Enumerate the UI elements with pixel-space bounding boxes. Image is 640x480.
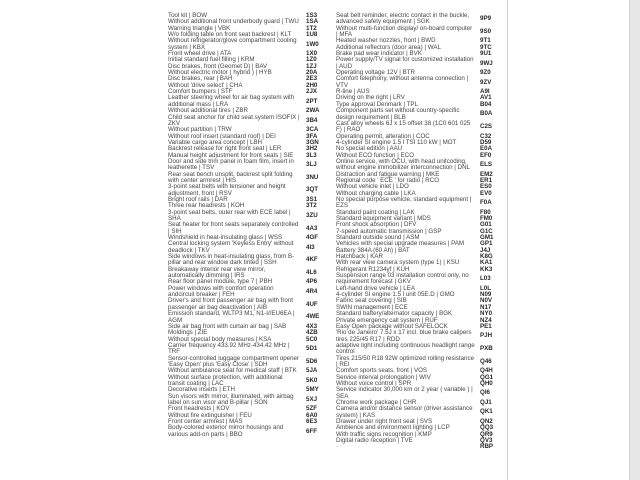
equipment-code: 5D1 (306, 345, 318, 353)
equipment-description: Without additional tires | ZBR (168, 107, 249, 115)
equipment-code: A9I (480, 88, 490, 96)
equipment-description: Without charging cable | LKA (336, 189, 416, 197)
equipment-description: Windshield in heat-insulating glass | WSS (168, 234, 283, 242)
equipment-code: EM2 (480, 170, 493, 178)
equipment-code: 4A3 (306, 224, 318, 232)
equipment-description: Component parts set without country-specific design requirement | BLB (336, 107, 460, 121)
equipment-description: Without fire extinguisher | FEU (168, 411, 252, 419)
equipment-code: 4X3 (306, 322, 318, 330)
equipment-list-right-column (336, 13, 502, 451)
equipment-code: B0A (480, 110, 493, 118)
equipment-description: Disc brakes, rear | BAH (168, 75, 233, 83)
equipment-row (336, 444, 502, 450)
equipment-code: 3B4 (306, 116, 318, 124)
column-divider (507, 0, 508, 480)
equipment-code: 6FF (306, 427, 318, 435)
equipment-description: Service indicator 30,000 km or 2 year ( variable ) | SEA (336, 386, 473, 400)
equipment-code: J4J (480, 246, 491, 254)
equipment-description: Digital radio reception | TVE (336, 437, 413, 445)
equipment-code: K8G (480, 253, 493, 261)
equipment-code: QJ1 (480, 398, 492, 406)
equipment-description: Private emergency call system | RUF (336, 316, 438, 324)
equipment-code: 1W0 (306, 40, 319, 48)
equipment-description: With traffic signs recognition | KMP (336, 430, 432, 438)
equipment-description: Decorative inserts | ETH (168, 386, 235, 394)
equipment-code: 5D6 (306, 357, 318, 365)
equipment-code: 9S0 (480, 27, 492, 35)
equipment-description: Standard paint coating | LAK (336, 208, 415, 216)
equipment-description: Vehicles with special upgrade measures | PAM (336, 240, 465, 248)
equipment-description: Rear floor panel module, type 7 | PBH (168, 278, 273, 286)
equipment-code: PXB (480, 345, 493, 353)
equipment-code: 3H2 (306, 145, 318, 153)
equipment-code: 2JX (306, 88, 318, 96)
equipment-code: 6A0 (306, 411, 318, 419)
equipment-description: Without 'drive select' | CHA (168, 81, 243, 89)
equipment-description: No special purpose vehicle, standard equipment | EZS (336, 195, 472, 210)
equipment-description: Comfort bumpers | STF (168, 88, 233, 96)
equipment-description: Comfort sports seats, front | VOS (336, 367, 428, 375)
equipment-row (168, 159, 326, 172)
equipment-description: Side air bag front with curtain air bag | SAB (168, 322, 287, 330)
equipment-description: Easy Open package without SAFELOCK (336, 322, 448, 330)
equipment-code: 1SA (306, 18, 319, 26)
equipment-code: Q4H (480, 367, 493, 375)
equipment-description: Camera and/or distance sensor (driver assistance system) | KAS (336, 405, 473, 419)
equipment-code: 1X0 (306, 50, 318, 58)
equipment-row (336, 13, 502, 26)
equipment-description: Front shock absorption | DFV (336, 221, 417, 229)
equipment-description: Without surface protection, with additional transit coating | LAC (168, 373, 283, 387)
equipment-description: Seat belt reminder, electric contact in the buckle, advanced safety equipment | SGK (336, 12, 470, 26)
equipment-description: Moldings | ZIE (168, 329, 208, 337)
equipment-list-left-column (168, 13, 326, 438)
equipment-code: EF0 (480, 151, 492, 159)
equipment-code: NZ4 (480, 316, 492, 324)
equipment-code: 1S3 (306, 12, 318, 19)
equipment-code: B04 (480, 100, 492, 108)
equipment-description: Battery 384A (60 Ah) | BAT (336, 246, 410, 254)
equipment-description: adaptive light including continuous headlight range control (336, 341, 475, 356)
equipment-row (168, 343, 326, 356)
equipment-row (336, 159, 502, 172)
equipment-description: Comfort telephony, without antenna connection | VTV (336, 75, 469, 89)
equipment-code: GM1 (480, 234, 494, 242)
equipment-description: With rear view camera system (type 1) | KSU (336, 259, 460, 267)
equipment-description: Bright roof rails | DAR (168, 195, 228, 203)
equipment-code: 9TC (480, 43, 492, 51)
equipment-description: Type approval Denmark | TPL (336, 100, 418, 108)
equipment-description: Fabric seat covering | SIB (336, 297, 407, 305)
equipment-description: Driving on the right | LRV (336, 94, 405, 102)
equipment-code: F80 (480, 208, 491, 216)
equipment-description: Hatchback | KAR (336, 253, 384, 261)
equipment-row (168, 311, 326, 324)
equipment-code: PE1 (480, 322, 492, 330)
equipment-code: G1C (480, 227, 493, 235)
equipment-code: 2WA (306, 107, 320, 115)
equipment-description: Tires 215/50 R18 92W optimized rolling resistance | REI (336, 354, 475, 368)
equipment-description: Power windows with comfort operation andcircuit breaker | FEH (168, 284, 274, 299)
equipment-code: QH0 (480, 379, 493, 387)
equipment-code: 3GN (306, 138, 319, 146)
equipment-description: Additional reflectors (door area) | WAL (336, 43, 441, 51)
equipment-code: EV0 (480, 189, 492, 197)
equipment-description: 4-cylinder SI engine 1.5 l unit 05E.D | GMO (336, 291, 455, 299)
equipment-code: N0V (480, 297, 493, 305)
equipment-code: 1Z0 (306, 56, 317, 64)
equipment-description: Driver's and front passenger air bag with front passenger air bag deactivation | AIB (168, 297, 293, 311)
equipment-description: Disc brakes, front (Geomet D) | BAV (168, 62, 268, 70)
equipment-code: L0L (480, 284, 492, 292)
equipment-description: Leather steering wheel for air bag system with additional mass | LRA (168, 94, 295, 108)
equipment-row (336, 108, 502, 121)
equipment-description: Service interval prolongation | WIV (336, 373, 431, 381)
equipment-description: Without refrigerator/glove compartment cooling system | KBX (168, 37, 297, 51)
equipment-description: Backrest release for right front seat | LER (168, 145, 282, 153)
equipment-code: 9ZV (480, 78, 492, 86)
equipment-code: 9T1 (480, 37, 491, 45)
equipment-code: KA1 (480, 259, 493, 267)
equipment-code: N17 (480, 303, 492, 311)
equipment-code: 4UF (306, 300, 318, 308)
equipment-code: 3FA (306, 132, 318, 140)
equipment-row (168, 425, 326, 438)
equipment-description: R-line | AUS (336, 88, 370, 96)
equipment-code: Q46 (480, 357, 492, 365)
equipment-code: ER1 (480, 176, 493, 184)
equipment-code: L03 (480, 275, 491, 283)
equipment-code: E0A (480, 145, 493, 153)
equipment-description: Left-hand drive vehicle | LEA (336, 284, 415, 292)
equipment-code: 5K0 (306, 376, 318, 384)
equipment-description: Body-colored exterior mirror housings and various add-on parts | BBO (168, 424, 284, 438)
equipment-description: Without multi-function display/ on-board computer | MFA (336, 24, 473, 39)
equipment-description: Refrigerant R1234yf | KUH (336, 265, 410, 273)
equipment-code: 4P6 (306, 278, 318, 286)
equipment-code: QG1 (480, 373, 494, 381)
equipment-description: Brake pad wear indicator | BVK (336, 50, 422, 58)
equipment-description: Without special body measures | KSA (168, 335, 272, 343)
equipment-code: 1U8 (306, 31, 318, 39)
equipment-description: 3-point seat belts, outer rear with ECE label | SHA (168, 208, 291, 222)
equipment-code: 4ZB (306, 329, 318, 337)
equipment-description: Seat heater for front seats separately controlled | SIH (168, 221, 299, 235)
equipment-description: SWIN management | ECE (336, 303, 408, 311)
equipment-code: KK3 (480, 265, 493, 273)
equipment-code: QK1 (480, 408, 493, 416)
equipment-row (168, 254, 326, 267)
equipment-code: 1ZJ (306, 62, 317, 70)
equipment-description: Without electric motor ( hybrid ) | HYB (168, 69, 272, 77)
equipment-row (336, 330, 502, 343)
equipment-description: W/o folding table on front seat backrest | KLT (168, 31, 292, 39)
equipment-description: Standard battery/alternator capacity | BGK (336, 310, 453, 318)
equipment-description: Side windows in heat-insulating glass, from B-pillar and rear window dark tinted | SSH (168, 253, 295, 267)
equipment-description: Without additional front underbody guard | TWU (168, 18, 299, 26)
equipment-code: ES0 (480, 183, 492, 191)
equipment-row (336, 273, 502, 286)
equipment-code: C32 (480, 132, 492, 140)
equipment-description: Front center armrest | MAS (168, 418, 243, 425)
equipment-description: Emission standard, WLTP3 M1, N1-I//EU6EA | AGM (168, 310, 295, 324)
equipment-code: 2E3 (306, 75, 318, 83)
equipment-description: Standard outside sound | ASM (336, 234, 420, 242)
equipment-description: Regional code ' ECE ' for radio | RCO (336, 176, 440, 184)
equipment-code: GP1 (480, 240, 493, 248)
equipment-description: Chrome work package | CHR (336, 398, 417, 406)
equipment-code: 4I3 (306, 243, 315, 251)
scrollbar-track[interactable] (629, 0, 640, 480)
equipment-description: Carrier frequency 433.92 MHz-434.42 MHz | TRF (168, 341, 290, 356)
equipment-description: Rear seat bench unsplit, backrest split folding with center armrest | HIS (168, 170, 293, 184)
equipment-code: D59 (480, 138, 492, 146)
equipment-description: Tool kit | BOW (168, 12, 208, 19)
equipment-code: 3NU (306, 173, 319, 181)
equipment-description: Three rear headrests | KOH (168, 202, 245, 210)
equipment-description: Front headrests | KOV (168, 405, 230, 413)
equipment-description: Ambience and environment lighting | LCP (336, 424, 450, 432)
equipment-description: Front wheel drive | ATA (168, 50, 232, 58)
equipment-description: 'Rio de Janeiro' 7.5J x 17 incl. blue brake calipers tires 225/45 R17 | RDD (336, 329, 472, 343)
equipment-code: 5ZF (306, 405, 318, 413)
equipment-code: 3QT (306, 186, 319, 194)
equipment-code: ELS (480, 161, 493, 169)
equipment-code: 4GF (306, 234, 319, 242)
equipment-code: RBP (480, 443, 494, 451)
equipment-description: Without ambulance seat for medical staff | BTK (168, 367, 297, 375)
equipment-row (336, 121, 502, 134)
equipment-description: Variable cargo area concept | LBH (168, 138, 263, 146)
equipment-description: Central locking system 'Keyless Entry' without deadlock | TKV (168, 240, 294, 254)
equipment-description: Door and side trim panel in foam film, insert in leatherette | TSV (168, 157, 294, 172)
equipment-row (336, 197, 502, 210)
equipment-description: Operating voltage 12V | BTR (336, 69, 415, 77)
equipment-description: Distraction and fatigue warning | MKE (336, 170, 440, 178)
equipment-description: · (336, 443, 339, 451)
equipment-description: Suspension range 03 installation control only, no requirement forecast | GKV (336, 272, 469, 286)
equipment-description: Sensor-controlled luggage compartment opener 'Easy Open' plus 'Easy Close' | SDH (168, 354, 300, 368)
equipment-code: 4L6 (306, 268, 317, 276)
equipment-description: Breakaway interior rear view mirror, automatically dimming | IRS (168, 265, 266, 280)
equipment-description: Drawer under right front seat | SVS (336, 418, 433, 425)
equipment-description: No special edition | AAU (336, 145, 403, 153)
equipment-code: QQ3 (480, 424, 494, 432)
equipment-code: 3L3 (306, 151, 317, 159)
equipment-code: 3CA (306, 126, 319, 134)
equipment-code: 3LJ (306, 161, 317, 169)
equipment-description: Cast alloy wheels 6J x 15 offset 38 (1C0 601 025 F) | RAO (336, 119, 471, 134)
equipment-code: 2PT (306, 97, 318, 105)
equipment-description: Without vehicle inlet | LDO (336, 183, 409, 191)
equipment-description: Child seat anchor for child seat system ISOFIX | ZKV (168, 113, 300, 127)
equipment-code: 3S1 (306, 195, 318, 203)
equipment-description: Without voice control | SPR (336, 379, 412, 387)
equipment-code: 4R4 (306, 287, 318, 295)
equipment-code: 4KF (306, 256, 318, 264)
equipment-description: Initial standard fuel filling | KRM (168, 56, 255, 64)
equipment-code: 5C0 (306, 335, 318, 343)
equipment-description: 7-speed automatic transmission | GSP (336, 227, 442, 235)
equipment-code: 3ZU (306, 211, 318, 219)
equipment-code: 2H0 (306, 81, 318, 89)
equipment-code: 9Z0 (480, 69, 491, 77)
equipment-description: Power supply/TV signal for customized installation | AUD (336, 56, 474, 70)
equipment-code: 5MY (306, 386, 319, 394)
equipment-description: 4-cylinder SI engine 1.5 l TSI 110 kW | MOT (336, 138, 457, 146)
equipment-code: 5XJ (306, 395, 318, 403)
equipment-description: 3-point seat belts with tensioner and height adjustment, front | RSV (168, 183, 286, 197)
equipment-code: 4WE (306, 313, 320, 321)
equipment-code: C2S (480, 123, 493, 131)
equipment-description: Sun visors with mirror, illuminated, with airbag label on sun visor and B-pillar | SON (168, 392, 294, 406)
equipment-code: 20A (306, 69, 318, 77)
equipment-description: Standard equipment variant | MDS (336, 215, 431, 222)
equipment-code: FM0 (480, 215, 493, 222)
equipment-code: F0A (480, 199, 492, 207)
equipment-code: 1T2 (306, 24, 317, 32)
equipment-description: Heated washer nozzles, front | BWD (336, 37, 436, 45)
equipment-code: 9U1 (480, 50, 492, 58)
equipment-code: PJH (480, 332, 493, 340)
equipment-code: QV3 (480, 437, 493, 445)
equipment-description: Operating permit, alteration | COC (336, 132, 430, 140)
equipment-code: 5JA (306, 367, 318, 375)
equipment-code: 9P9 (480, 15, 492, 23)
equipment-code: N09 (480, 291, 492, 299)
equipment-description: Online service, with OCU, with head unitcoding, without engine immobilizer interconnection | DNL (336, 157, 471, 172)
equipment-description: Without partition | TRW (168, 126, 232, 134)
equipment-code: G01 (480, 221, 492, 229)
equipment-row (336, 343, 502, 356)
equipment-description: Warning triangle | VBK (168, 24, 231, 32)
equipment-code: QI6 (480, 389, 490, 397)
equipment-code: QN2 (480, 418, 493, 425)
equipment-description: Manual height adjustment for front seats | SIE (168, 151, 294, 159)
equipment-code: AV1 (480, 94, 492, 102)
equipment-description: Without ECO function | ECO (336, 151, 414, 159)
equipment-code: 3T2 (306, 202, 317, 210)
equipment-code: QR9 (480, 430, 493, 438)
equipment-description: Without roof insert (standard roof) | DEI (168, 132, 276, 140)
equipment-code: NY0 (480, 310, 493, 318)
equipment-code: 9WJ (480, 59, 493, 67)
equipment-code: 6E3 (306, 418, 318, 425)
